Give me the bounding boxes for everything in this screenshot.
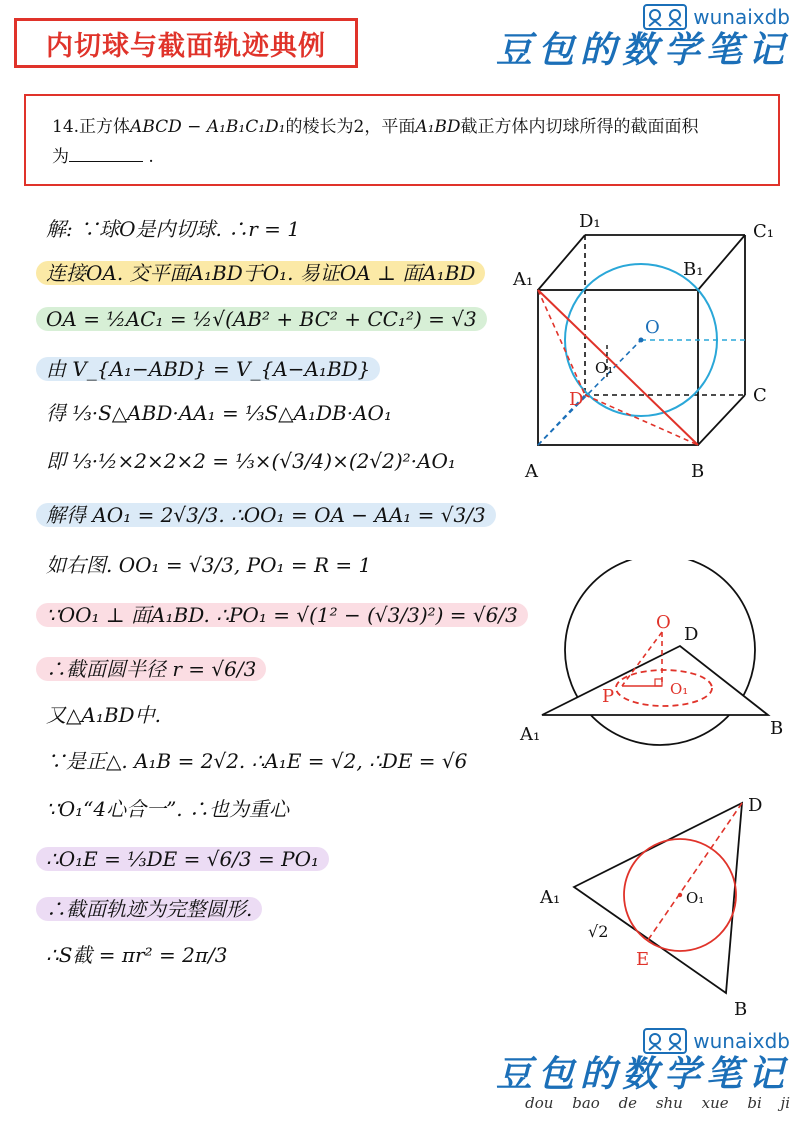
solution-line-wrap: [46, 258, 485, 288]
line-AO: [538, 340, 641, 445]
problem-line2-end: .: [148, 147, 154, 167]
point-O: [639, 338, 644, 343]
label-C: C: [753, 385, 767, 406]
label-A1: A₁: [540, 887, 561, 908]
solution-line: ∴截面圆半径 r = √6/3: [36, 657, 266, 681]
solution-line: OA = ½AC₁ = ½√(AB² + BC² + CC₁²) = √3: [36, 307, 487, 331]
solution-line: ∴S截 = πr² = 2π/3: [46, 943, 228, 967]
line-DE: [648, 803, 742, 940]
solution-line: ∴截面轨迹为完整圆形.: [36, 897, 262, 921]
brand-top-site: wunaixdb: [693, 5, 790, 29]
problem-cube: ABCD − A₁B₁C₁D₁: [130, 117, 286, 137]
edge-A1D1: [538, 235, 585, 290]
edge-B1C1: [698, 235, 745, 290]
edge-DB: [585, 395, 698, 445]
solution-line-wrap: [46, 354, 380, 384]
label-B: B: [770, 718, 784, 739]
solution-line: 得 ⅓·S△ABD·AA₁ = ⅓S△A₁DB·AO₁: [46, 401, 392, 425]
label-A1: A₁: [513, 269, 534, 290]
triangle-A1BD: [574, 803, 742, 993]
solution-line: 如右图. OO₁ = √3/3, PO₁ = R = 1: [46, 553, 372, 577]
solution-line: ∵是正△. A₁B = 2√2. ∴A₁E = √2, ∴DE = √6: [46, 749, 468, 773]
brand-bottom: [496, 1028, 790, 1112]
sphere-outline: [565, 560, 755, 745]
solution-line: 连接OA. 交平面A₁BD于O₁. 易证OA ⊥ 面A₁BD: [36, 261, 485, 285]
label-A1: A₁: [520, 724, 541, 745]
edge-BC: [698, 395, 745, 445]
label-D: D: [684, 624, 699, 645]
problem-plane: A₁BD: [415, 117, 461, 137]
label-E: E: [636, 949, 650, 970]
solution-line: ∵O₁“4心合一”. ∴也为重心: [46, 797, 290, 821]
brand-top-logo-row: [496, 4, 790, 30]
label-A: A: [525, 461, 538, 482]
label-C1: C₁: [753, 221, 774, 242]
label-P: P: [602, 686, 615, 707]
solution-line: 又△A₁BD中.: [46, 703, 161, 727]
solution-line-wrap: [46, 304, 487, 334]
brand-top: [496, 4, 790, 70]
brand-bottom-site: wunaixdb: [693, 1029, 790, 1053]
point-O1: [678, 893, 682, 897]
figure-triangle-incircle: [530, 785, 790, 1025]
cat-logo-icon: [643, 4, 687, 30]
problem-suffix: 截正方体内切球所得的截面面积: [460, 117, 699, 137]
solution-line: 由 V_{A₁−ABD} = V_{A−A₁BD}: [36, 357, 380, 381]
solution-line: ∴O₁E = ⅓DE = √6/3 = PO₁: [36, 847, 329, 871]
label-O1: O₁: [686, 889, 705, 907]
label-O: O: [656, 612, 671, 633]
label-D: D: [569, 389, 584, 410]
solution-line-wrap: [46, 654, 266, 684]
label-O1: O₁: [595, 359, 614, 377]
solution-line-wrap: [46, 894, 262, 924]
solution-line: 解: ∵球O是内切球. ∴r = 1: [46, 217, 300, 241]
edge-A1B: [538, 290, 698, 445]
label-sqrt2: √2: [588, 922, 609, 941]
edge-A1D: [538, 290, 585, 395]
figure-cube-sphere: [505, 205, 795, 495]
problem-line2-start: 为: [52, 147, 69, 167]
page-title: 内切球与截面轨迹典例: [46, 30, 326, 62]
brand-bottom-logo-row: [496, 1028, 790, 1054]
problem-prefix: 14.正方体: [52, 117, 131, 137]
solution-line: 即 ⅓·½×2×2×2 = ⅓×(√3/4)×(2√2)²·AO₁: [46, 449, 456, 473]
problem-mid: 的棱长为2，平面: [285, 117, 416, 137]
label-B1: B₁: [683, 259, 704, 280]
label-D1: D₁: [579, 211, 601, 232]
solution-line-wrap: [46, 600, 528, 630]
brand-bottom-pinyin: dou bao de shu xue bi ji: [525, 1094, 790, 1112]
figure-sphere-section: [512, 560, 797, 750]
label-O1: O₁: [670, 680, 689, 698]
label-B: B: [734, 999, 748, 1020]
solution-line-wrap: [46, 500, 496, 530]
label-B: B: [691, 461, 705, 482]
solution-line: 解得 AO₁ = 2√3/3. ∴OO₁ = OA − AA₁ = √3/3: [36, 503, 496, 527]
brand-top-name: 豆包的数学笔记: [495, 29, 790, 71]
solution-line: ∵OO₁ ⊥ 面A₁BD. ∴PO₁ = √(1² − (√3/3)²) = √6/3: [36, 603, 528, 627]
label-D: D: [748, 795, 763, 816]
solution-line-wrap: [46, 844, 329, 874]
brand-bottom-name: 豆包的数学笔记: [495, 1053, 790, 1095]
label-O: O: [645, 317, 660, 338]
cat-logo-icon: [643, 1028, 687, 1054]
